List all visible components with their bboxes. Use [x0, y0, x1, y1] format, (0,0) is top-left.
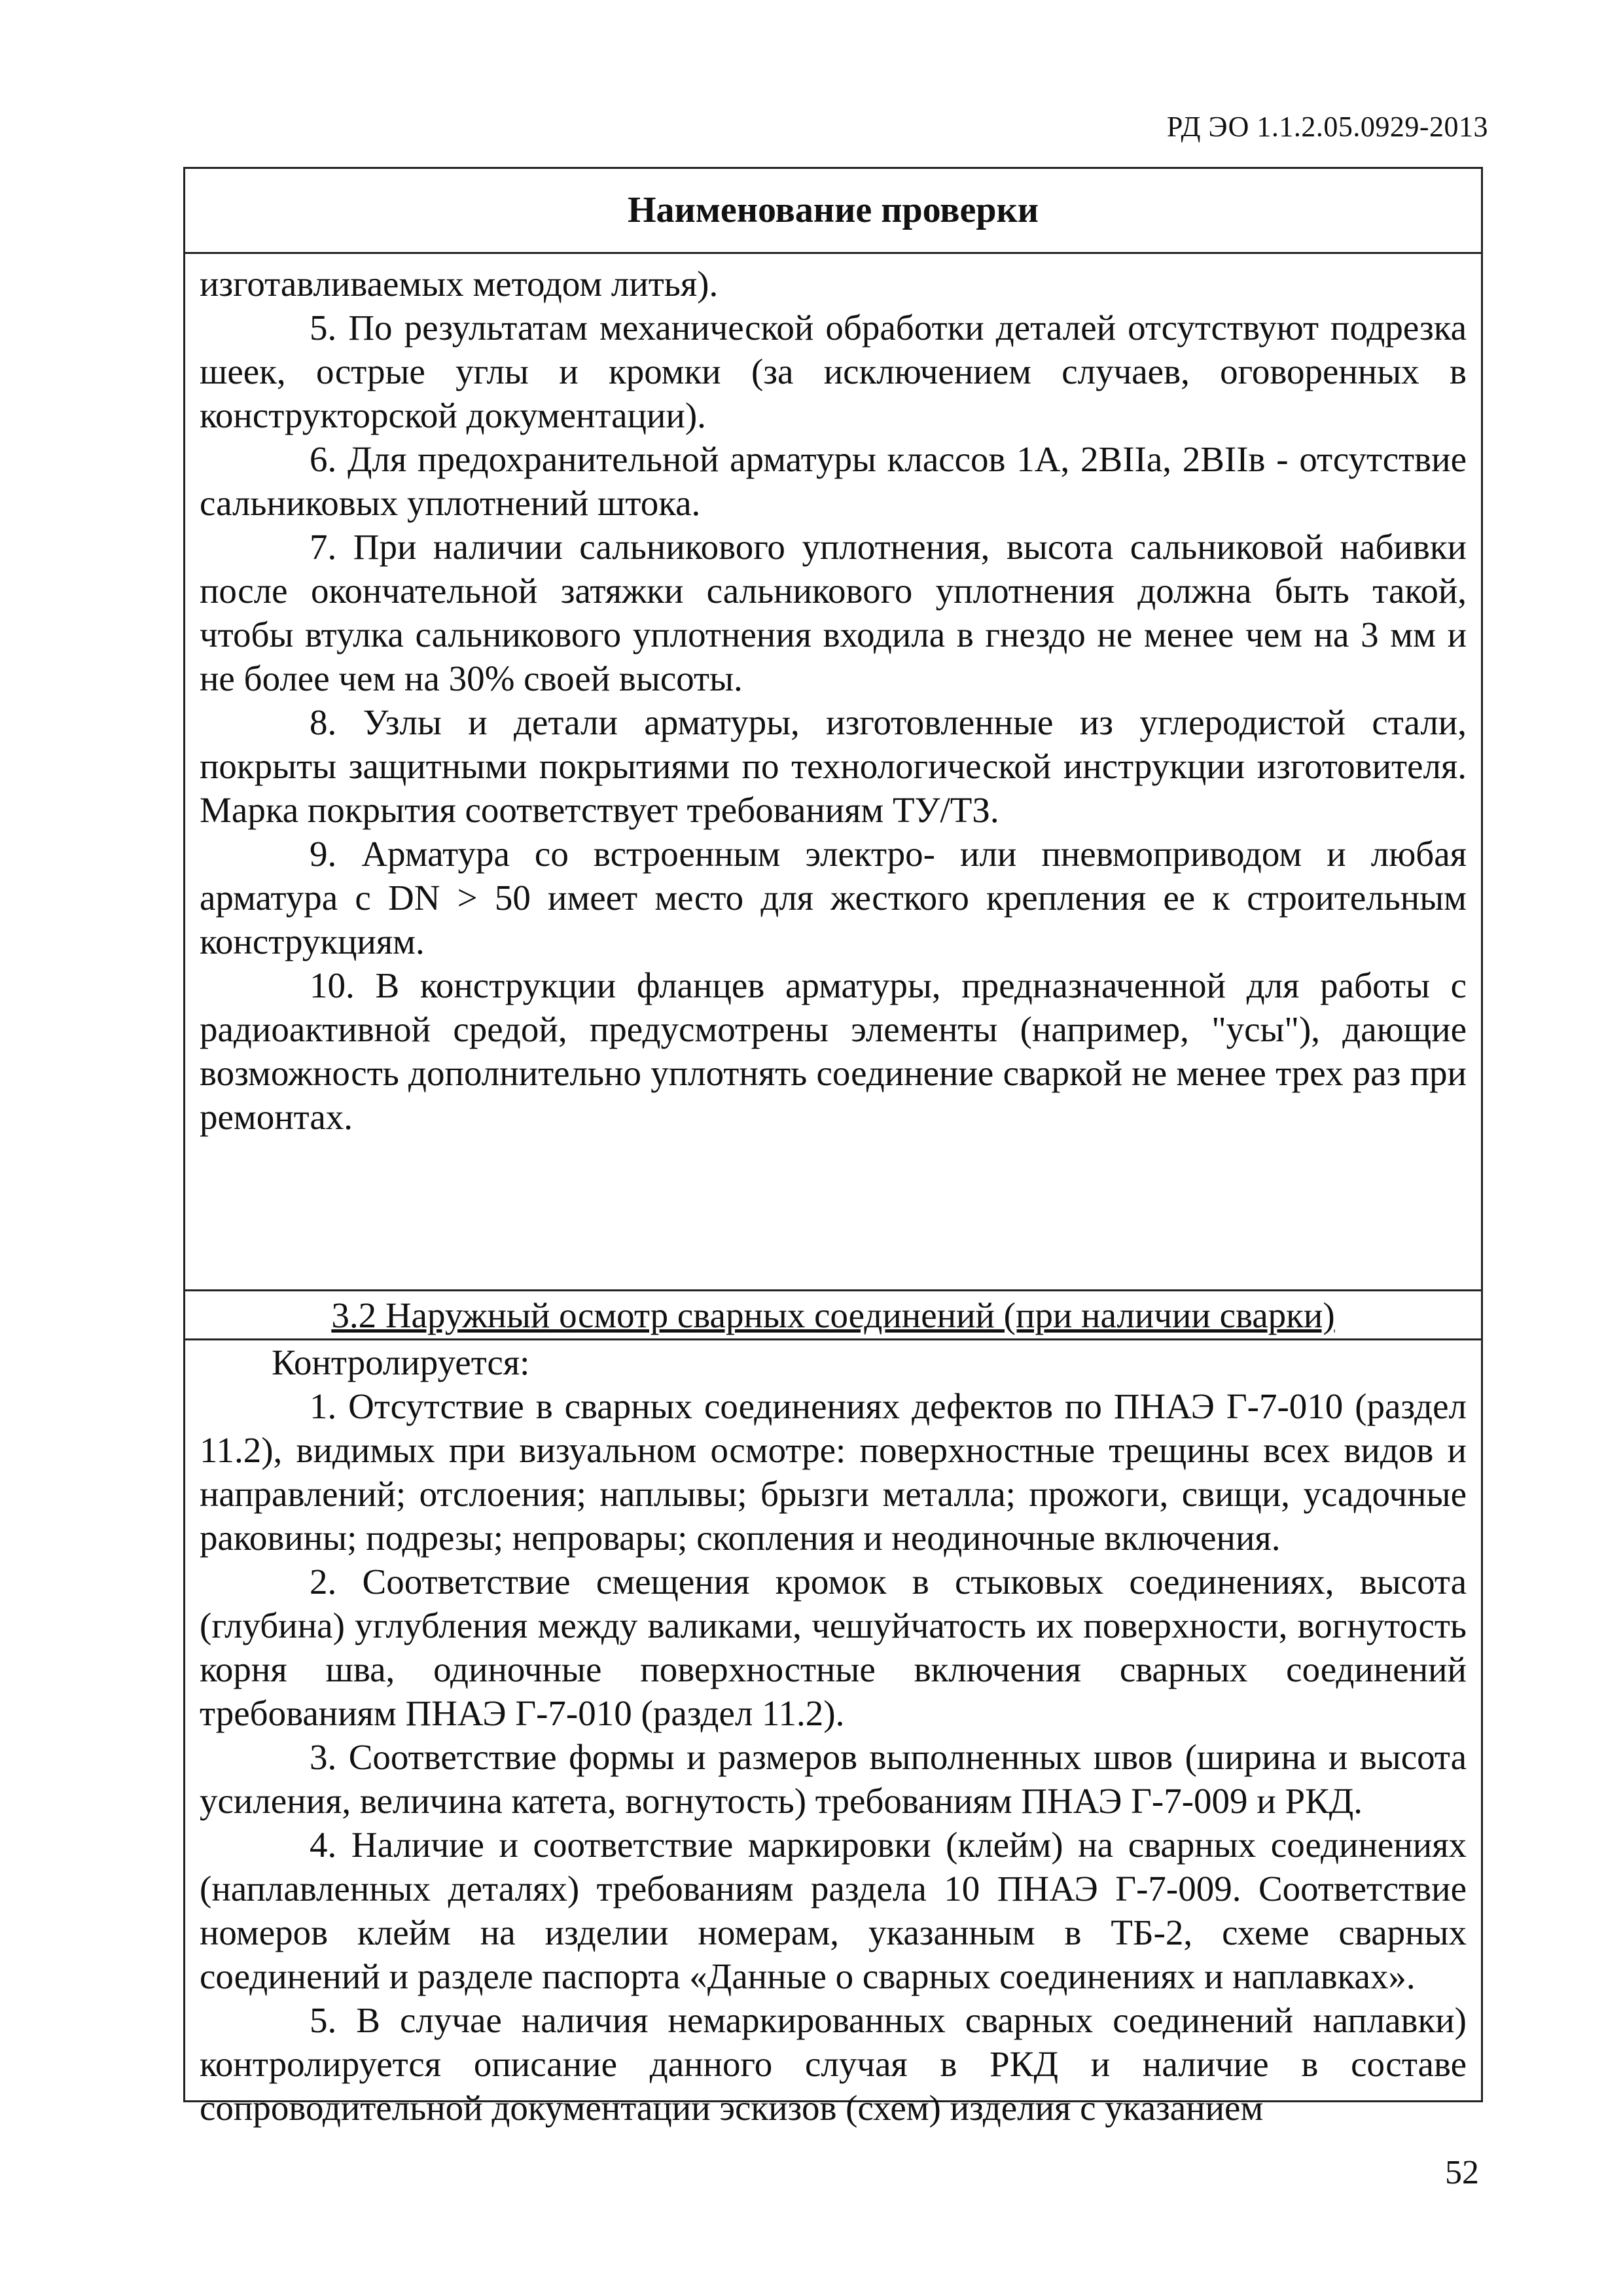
paragraph-weld-item-4: 4. Наличие и соответствие маркировки (клейм) на сварных соединениях (наплавленных деталях) требованиям раздела 10 ПНАЭ Г-7-009. Соответствие номеров клейм на изделии номерам, указанным в ТБ-2, схеме сварных соединений и разделе паспорта «Данные о сварных соединениях и наплавках». [200, 1825, 1467, 1996]
paragraph-weld-item-5: 5. В случае наличия немаркированных сварных соединений наплавки) контролируется описание данного случая в РКД и наличие в составе сопроводительной документации эскизов (схем) изделия с указанием [200, 2000, 1467, 2128]
checks-block [185, 254, 1481, 1291]
section-title: 3.2 Наружный осмотр сварных соединений (при наличии сварки) [331, 1295, 1335, 1335]
paragraph-item-6: 6. Для предохранительной арматуры классов 1А, 2ВIIа, 2ВIIв - отсутствие сальниковых уплотнений штока. [200, 439, 1467, 523]
paragraph-continuation: изготавливаемых методом литья). [200, 264, 719, 304]
section-heading-cell [185, 1291, 1481, 1340]
paragraph-weld-item-2: 2. Соответствие смещения кромок в стыковых соединениях, высота (глубина) углубления между валиками, чешуйчатость их поверхности, вогнутость корня шва, одиночные поверхностные включения сварных соединений требованиям ПНАЭ Г-7-010 (раздел 11.2). [200, 1562, 1467, 1733]
page-number: 52 [1445, 2154, 1479, 2191]
paragraph-item-10: 10. В конструкции фланцев арматуры, предназначенной для работы с радиоактивной средой, предусмотрены элементы (например, "усы"), дающие возможность дополнительно уплотнять соединение сваркой не менее трех раз при ремонтах. [200, 965, 1467, 1137]
paragraph-item-9: 9. Арматура со встроенным электро- или пневмоприводом и любая арматура с DN > 50 имеет место для жесткого крепления ее к строительным конструкциям. [200, 834, 1467, 961]
inspection-table [183, 167, 1483, 2128]
table-header: Наименование проверки [185, 169, 1481, 254]
paragraph-item-8: 8. Узлы и детали арматуры, изготовленные из углеродистой стали, покрыты защитными покрытиями по технологической инструкции изготовителя. Марка покрытия соответствует требованиям ТУ/ТЗ. [200, 702, 1467, 830]
paragraph-intro: Контролируется: [272, 1342, 530, 1382]
paragraph-item-5: 5. По результатам механической обработки деталей отсутствуют подрезка шеек, острые углы и кромки (за исключением случаев, оговоренных в конструкторской документации). [200, 308, 1467, 435]
document-code: РД ЭО 1.1.2.05.0929-2013 [1166, 111, 1488, 143]
paragraph-weld-item-3: 3. Соответствие формы и размеров выполненных швов (ширина и высота усиления, величина катета, вогнутость) требованиям ПНАЭ Г-7-009 и РКД. [200, 1737, 1467, 1821]
paragraph-item-7: 7. При наличии сальникового уплотнения, высота сальниковой набивки после окончательной затяжки сальникового уплотнения должна быть такой, чтобы втулка сальникового уплотнения входила в гнездо не менее чем на 3 мм и не более чем на 30% своей высоты. [200, 527, 1467, 698]
weld-inspection-block [185, 1340, 1481, 2128]
paragraph-weld-item-1: 1. Отсутствие в сварных соединениях дефектов по ПНАЭ Г-7-010 (раздел 11.2), видимых при визуальном осмотре: поверхностные трещины всех видов и направлений; отслоения; наплывы; брызги металла; прожоги, свищи, усадочные раковины; подрезы; непровары; скопления и неодиночные включения. [200, 1386, 1467, 1558]
